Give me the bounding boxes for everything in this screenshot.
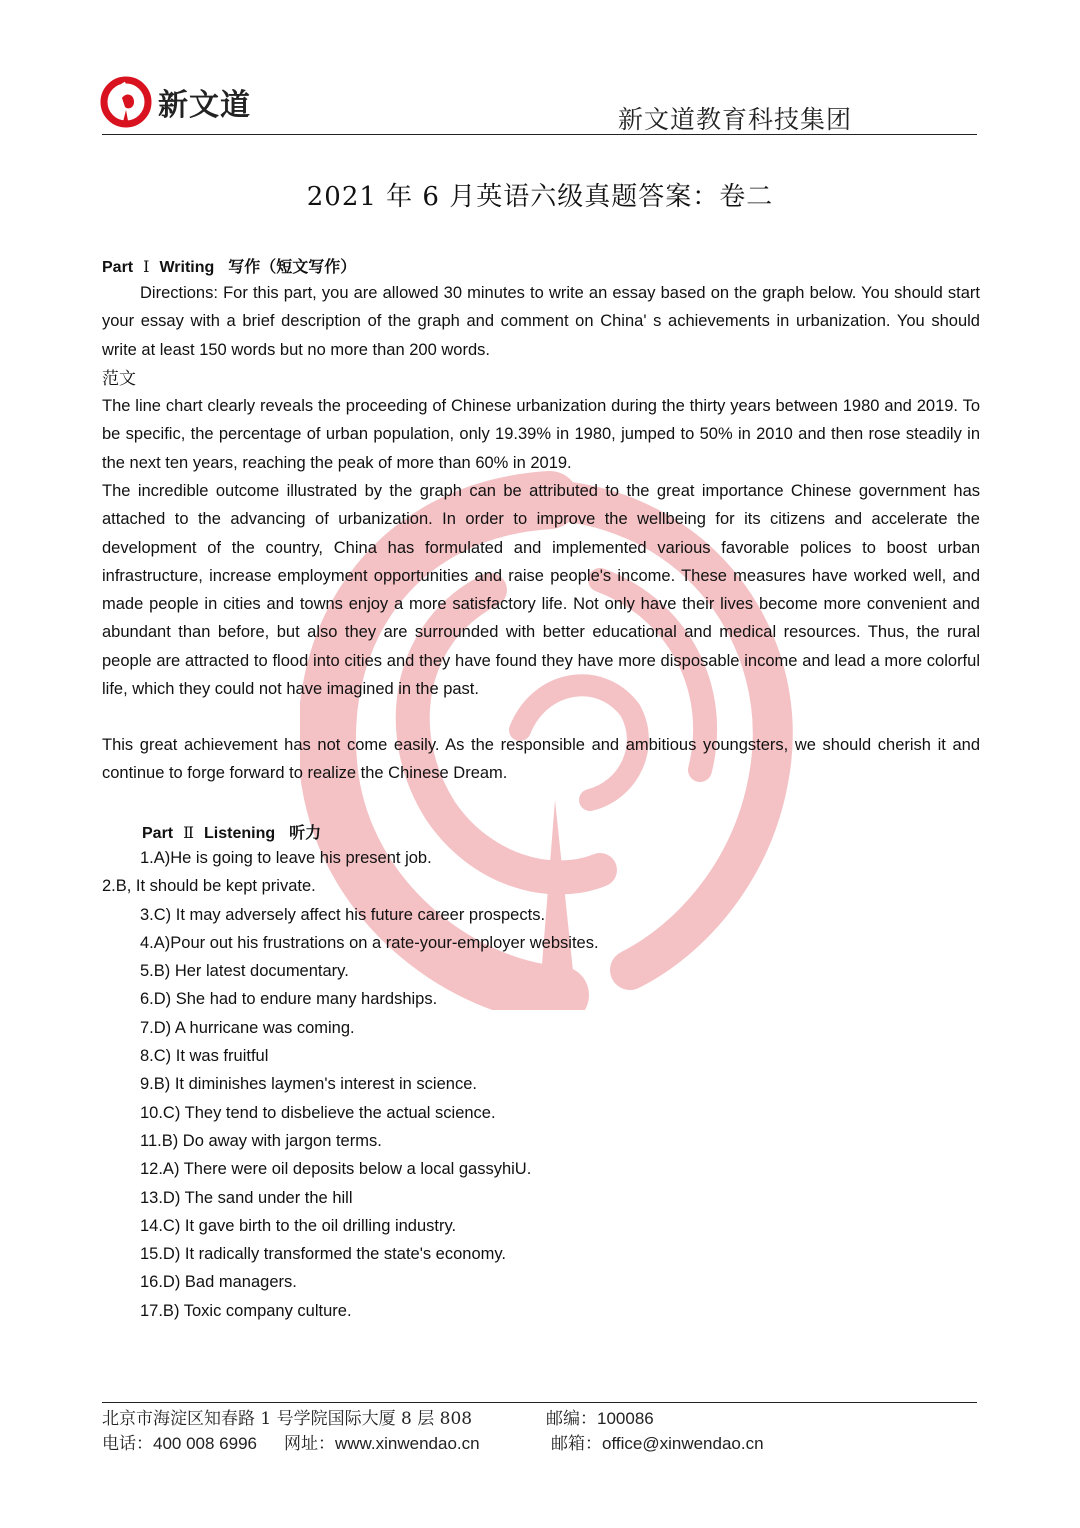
list-item: 13.D) The sand under the hill: [140, 1188, 353, 1207]
website-label: 网址：: [284, 1434, 335, 1454]
footer-divider: [102, 1402, 977, 1403]
part1-part: Part: [102, 259, 134, 276]
list-item: 11.B) Do away with jargon terms.: [140, 1131, 382, 1150]
address-text: 北京市海淀区知春路 1 号学院国际大厦 8 层 808: [102, 1409, 473, 1429]
email-link[interactable]: office@xinwendao.cn: [602, 1434, 764, 1453]
part2-cn: 听力: [289, 823, 322, 842]
list-item: 4.A)Pour out his frustrations on a rate-your-employer websites.: [140, 933, 599, 952]
part1-cn: 写作（短文写作）: [228, 257, 357, 276]
brand-logo: [100, 76, 251, 128]
email-label: 邮箱：: [551, 1434, 602, 1454]
essay-paragraph-1: The line chart clearly reveals the proceeding of Chinese urbanization during the thirty years between 1980 and 2019. To be specific, the percentage of urban population, only 19.39% in 1980, jumped to 50% in 2010 and then rose steadily in the next ten years, reaching the peak of more than 60% in 2019.: [102, 397, 980, 472]
list-item: 6.D) She had to endure many hardships.: [140, 990, 438, 1009]
logo-text: 新文道: [158, 88, 251, 123]
org-name: 新文道教育科技集团: [618, 105, 853, 134]
part2-part: Part: [142, 825, 174, 842]
website-link[interactable]: www.xinwendao.cn: [335, 1434, 480, 1453]
list-item: 10.C) They tend to disbelieve the actual science.: [140, 1103, 496, 1122]
page-title: 2021 年 6 月英语六级真题答案：卷二: [306, 182, 774, 212]
phone-value: 400 008 6996: [153, 1434, 257, 1453]
essay-paragraph-3: This great achievement has not come easily. As the responsible and ambitious youngsters, we should cherish it and continue to forge forward to realize the Chinese Dream.: [102, 736, 980, 783]
list-item: 12.A) There were oil deposits below a local gassyhiU.: [140, 1160, 532, 1179]
postcode-value: 100086: [597, 1409, 654, 1428]
footer-phone: [102, 1429, 257, 1454]
list-item: 5.B) Her latest documentary.: [140, 962, 349, 981]
phoenix-logo-icon: [100, 76, 152, 128]
list-item: 1.A)He is going to leave his present job.: [140, 849, 432, 867]
header-divider: [102, 134, 977, 135]
list-item: 9.B) It diminishes laymen's interest in science.: [140, 1075, 477, 1094]
part1-name: Writing: [159, 259, 215, 276]
phone-label: 电话：: [102, 1434, 153, 1454]
part2-numeral: Ⅱ: [183, 823, 194, 842]
list-item: 3.C) It may adversely affect his future career prospects.: [140, 905, 546, 924]
part1-numeral: Ⅰ: [143, 257, 150, 276]
list-item: 15.D) It radically transformed the state's economy.: [140, 1245, 506, 1264]
list-item: 7.D) A hurricane was coming.: [140, 1018, 355, 1037]
footer-address: [102, 1404, 472, 1429]
list-item: 16.D) Bad managers.: [140, 1273, 297, 1292]
directions-text: Directions: For this part, you are allowed 30 minutes to write an essay based on the graph below. You should start your essay with a brief description of the graph and comment on China' s achievements in urbanization. You should write at least 150 words but no more than 200 words.: [102, 284, 980, 359]
list-item: 14.C) It gave birth to the oil drilling industry.: [140, 1216, 457, 1235]
postcode-label: 邮编：: [546, 1409, 597, 1429]
footer-postcode: [546, 1404, 654, 1429]
list-item: 8.C) It was fruitful: [140, 1047, 269, 1066]
list-item: 2.B, It should be kept private.: [102, 877, 316, 896]
footer-website: [284, 1429, 480, 1454]
part1-heading: [102, 254, 356, 277]
part2-name: Listening: [204, 825, 276, 842]
part2-heading: [142, 820, 321, 843]
answer-list: [102, 844, 599, 1325]
footer-email: [551, 1429, 764, 1454]
sample-essay-label: 范文: [102, 369, 136, 389]
list-item: 17.B) Toxic company culture.: [140, 1301, 352, 1320]
essay-paragraph-2: The incredible outcome illustrated by the graph can be attributed to the great importance Chinese government has attached to the advancing of urbanization. In order to improve the wellbeing for its citizens and accelerate the development of the country, China has formulated and implemented various favorable polices to boost urban infrastructure, increase employment opportunities and raise people's income. These measures have worked well, and made people in cities and towns enjoy a more satisfactory life. Not only have their lives become more convenient and abundant than before, but also they are surrounded with better educational and medical resources. Thus, the rural people are attracted to flood into cities and they have found they have more disposable income and lead a more colorful life, which they could not have imagined in the past.: [102, 482, 980, 699]
